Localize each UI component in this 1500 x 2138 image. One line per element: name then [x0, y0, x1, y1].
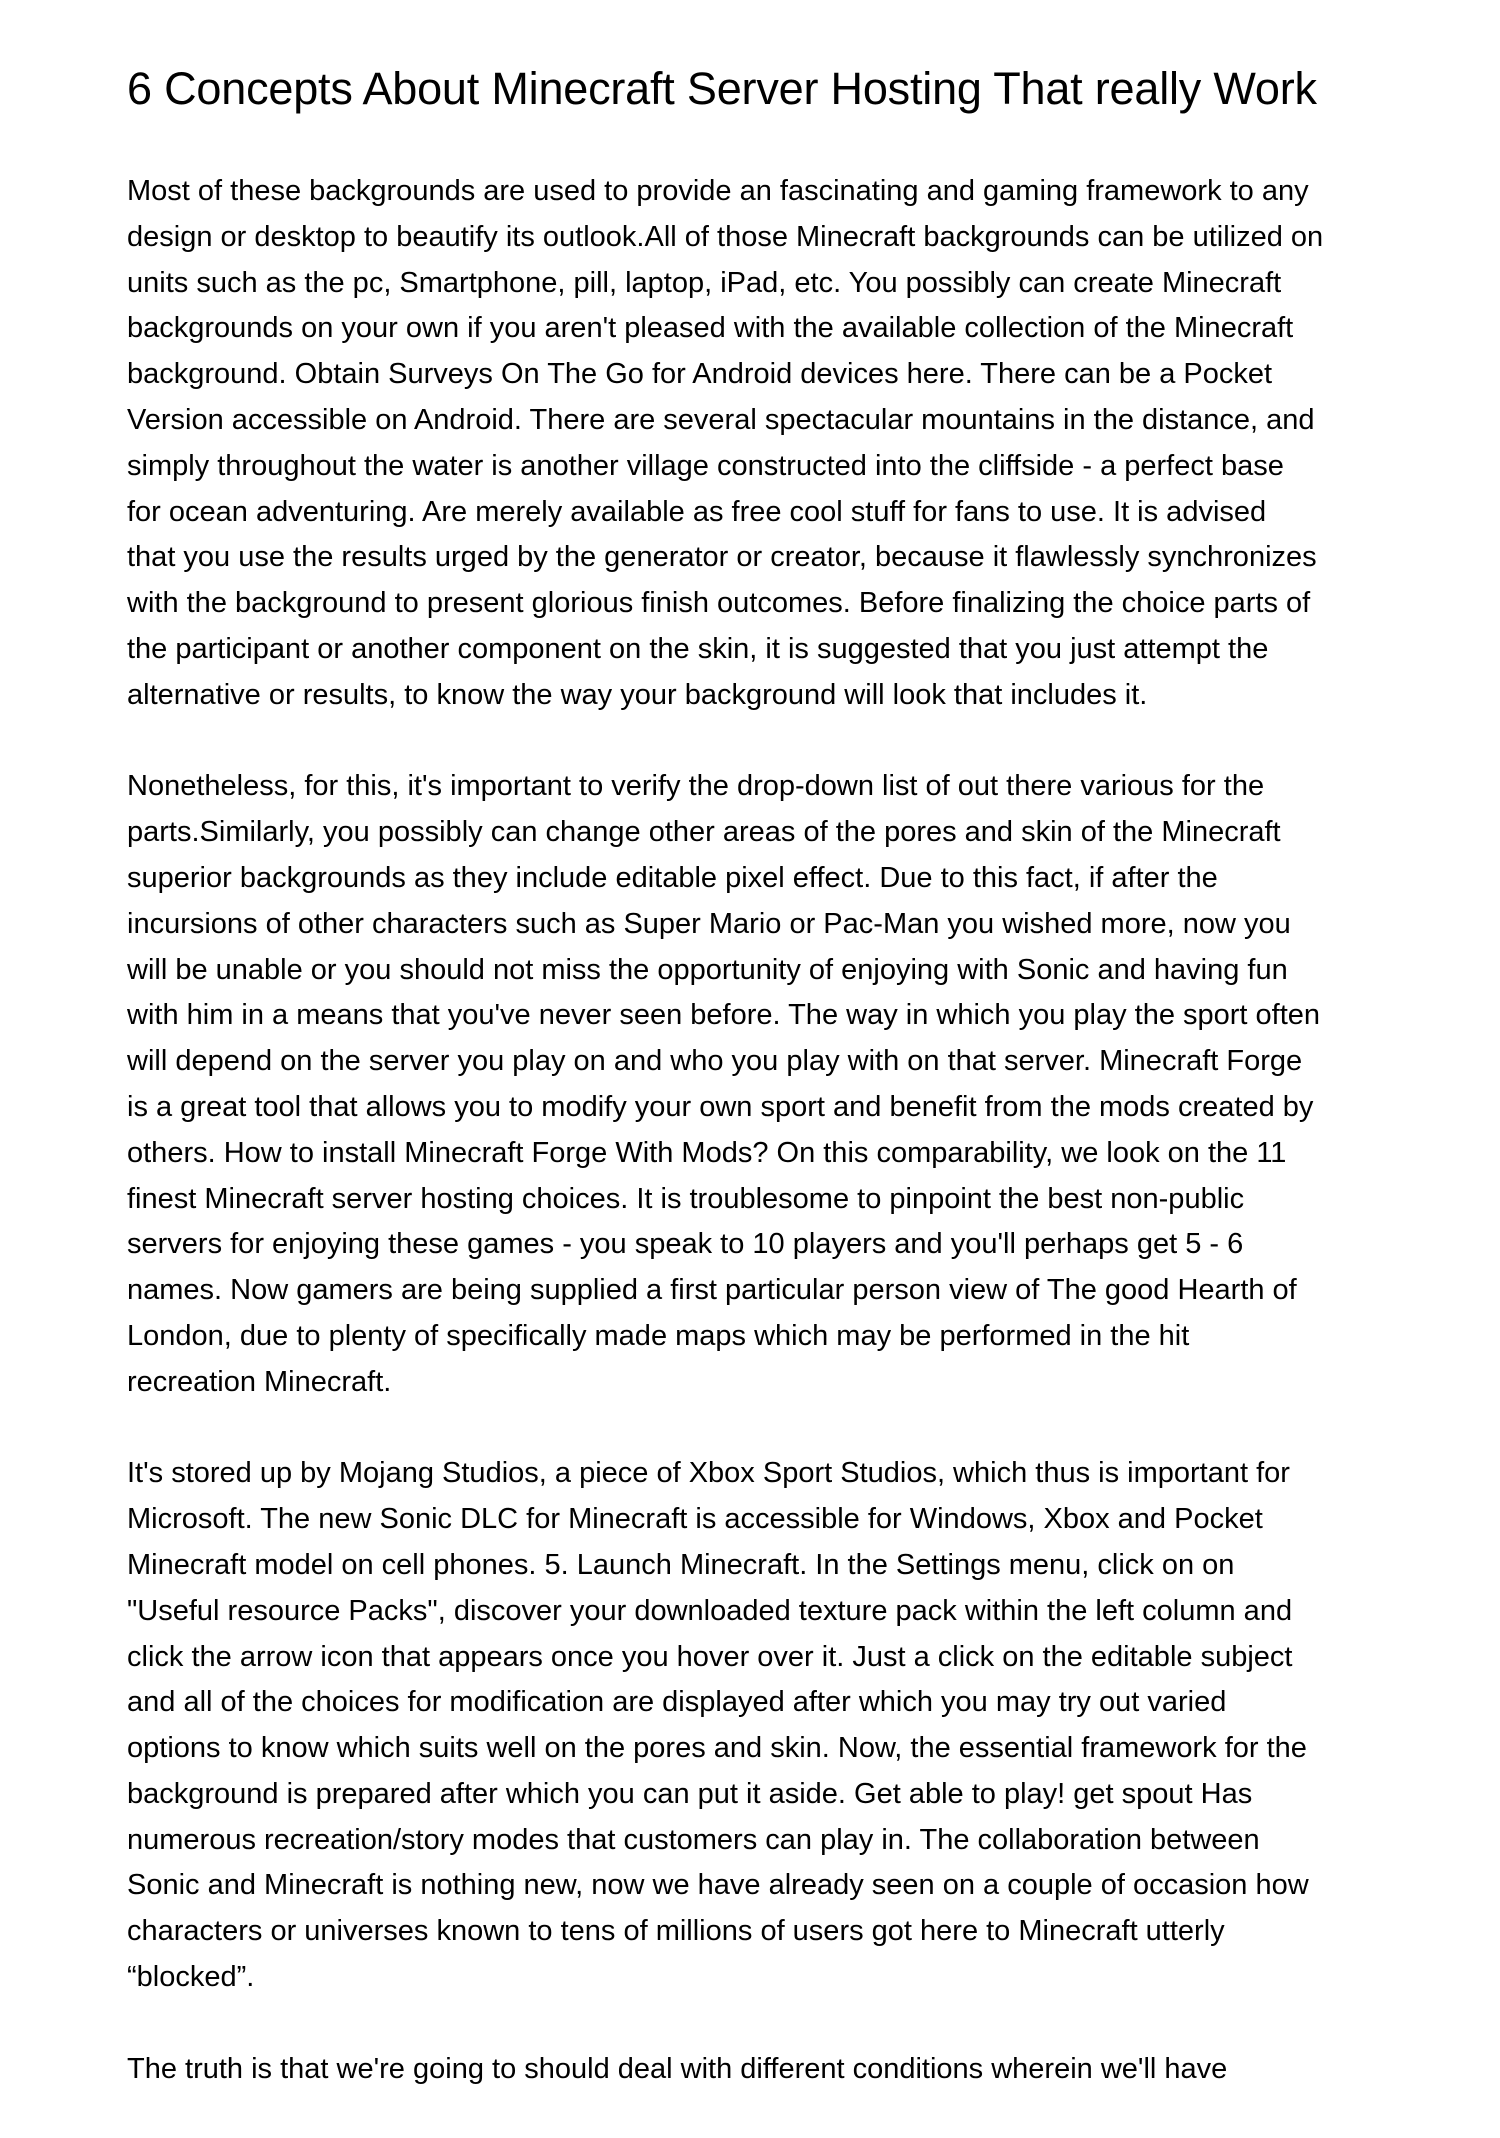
- text-line: superior backgrounds as they include editable pixel effect. Due to this fact, if after the: [127, 861, 1218, 894]
- text-line: The truth is that we're going to should deal with different conditions wherein we'll have: [127, 2052, 1228, 2085]
- text-line: parts.Similarly, you possibly can change other areas of the pores and skin of the Minecraft: [127, 816, 1281, 849]
- text-line: Minecraft model on cell phones. 5. Launch Minecraft. In the Settings menu, click on on: [127, 1548, 1235, 1581]
- text-line: servers for enjoying these games - you speak to 10 players and you'll perhaps get 5 - 6: [127, 1228, 1244, 1261]
- text-line: characters or universes known to tens of millions of users got here to Minecraft utterly: [127, 1915, 1225, 1948]
- paragraph-1: [127, 169, 1427, 719]
- text-line: It's stored up by Mojang Studios, a piece of Xbox Sport Studios, which thus is important for: [127, 1457, 1290, 1490]
- text-line: will depend on the server you play on and who you play with on that server. Minecraft Forge: [127, 1045, 1303, 1078]
- text-line: others. How to install Minecraft Forge With Mods? On this comparability, we look on the 11: [127, 1136, 1287, 1169]
- text-line: Most of these backgrounds are used to provide an fascinating and gaming framework to any: [127, 175, 1309, 207]
- document-body: [127, 169, 1427, 2138]
- paragraph-3: [127, 1451, 1427, 2001]
- text-line: simply throughout the water is another village constructed into the cliffside - a perfect base: [127, 449, 1284, 482]
- text-line: finest Minecraft server hosting choices. It is troublesome to pinpoint the best non-public: [127, 1182, 1245, 1215]
- text-line: backgrounds on your own if you aren't pleased with the available collection of the Minecraft: [127, 312, 1294, 345]
- text-line: Sonic and Minecraft is nothing new, now we have already seen on a couple of occasion how: [127, 1869, 1309, 1902]
- text-line: "Useful resource Packs", discover your downloaded texture pack within the left column and: [127, 1594, 1293, 1627]
- text-line: options to know which suits well on the pores and skin. Now, the essential framework for the: [127, 1732, 1307, 1765]
- text-line: click the arrow icon that appears once you hover over it. Just a click on the editable subject: [127, 1640, 1293, 1673]
- text-line: the participant or another component on the skin, it is suggested that you just attempt the: [127, 632, 1269, 665]
- text-line: that you use the results urged by the generator or creator, because it flawlessly synchronizes: [127, 541, 1317, 574]
- text-line: incursions of other characters such as Super Mario or Pac-Man you wished more, now you: [127, 907, 1291, 940]
- paragraph-4: [127, 2047, 1427, 2093]
- text-line: is a great tool that allows you to modify your own sport and benefit from the mods created by: [127, 1090, 1314, 1123]
- text-line: “blocked”.: [127, 1961, 255, 1994]
- text-line: units such as the pc, Smartphone, pill, laptop, iPad, etc. You possibly can create Minecraft: [127, 266, 1282, 299]
- text-line: names. Now gamers are being supplied a first particular person view of The good Hearth of: [127, 1274, 1297, 1307]
- text-line: recreation Minecraft.: [127, 1365, 392, 1398]
- text-line: Version accessible on Android. There are several spectacular mountains in the distance, and: [127, 403, 1315, 436]
- text-line: design or desktop to beautify its outlook.All of those Minecraft backgrounds can be utilized on: [127, 220, 1324, 253]
- text-line: Microsoft. The new Sonic DLC for Minecraft is accessible for Windows, Xbox and Pocket: [127, 1503, 1263, 1536]
- text-line: and all of the choices for modification are displayed after which you may try out varied: [127, 1686, 1227, 1719]
- text-line: will be unable or you should not miss the opportunity of enjoying with Sonic and having fun: [127, 953, 1288, 986]
- text-line: for ocean adventuring. Are merely available as free cool stuff for fans to use. It is advised: [127, 495, 1267, 528]
- text-line: with the background to present glorious finish outcomes. Before finalizing the choice parts of: [127, 587, 1311, 620]
- text-line: London, due to plenty of specifically made maps which may be performed in the hit: [127, 1319, 1190, 1352]
- paragraph-2: [127, 764, 1427, 1405]
- text-line: alternative or results, to know the way your background will look that includes it.: [127, 678, 1148, 711]
- text-line: Nonetheless, for this, it's important to verify the drop-down list of out there various for the: [127, 770, 1265, 803]
- text-line: background is prepared after which you can put it aside. Get able to play! get spout Has: [127, 1777, 1253, 1810]
- text-line: background. Obtain Surveys On The Go for Android devices here. There can be a Pocket: [127, 358, 1273, 391]
- text-line: numerous recreation/story modes that customers can play in. The collaboration between: [127, 1823, 1260, 1856]
- page-title: 6 Concepts About Minecraft Server Hosting That really Work: [127, 63, 1317, 114]
- text-line: with him in a means that you've never seen before. The way in which you play the sport often: [127, 999, 1321, 1032]
